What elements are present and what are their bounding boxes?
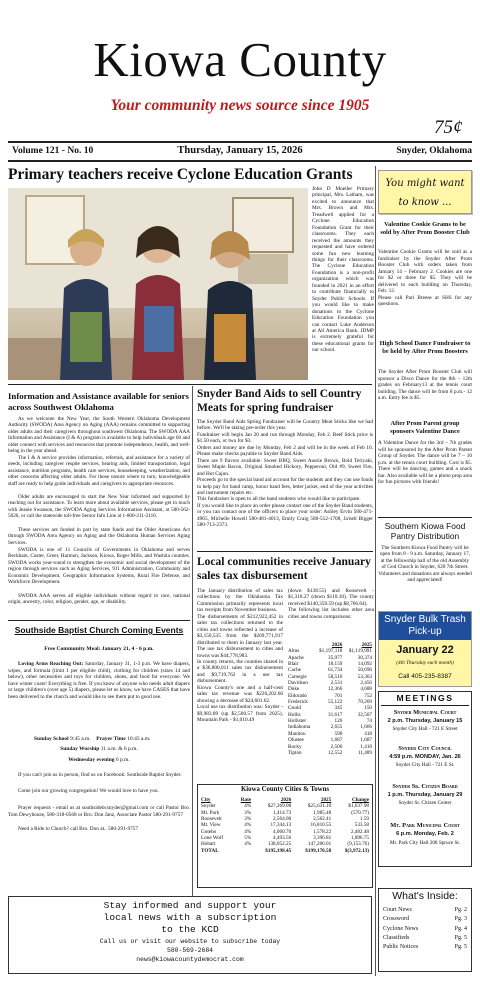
kiowa-table-cell: 2,562.41 <box>313 816 332 823</box>
kiowa-table-cell: 5% <box>244 835 252 842</box>
lead-bottom-rule <box>8 384 372 385</box>
kiowa-table-cell: 1,578.22 <box>313 828 332 835</box>
towns-row <box>286 744 374 750</box>
church-loving <box>8 661 190 729</box>
kiowa-table-cell: Mt. View <box>201 822 221 829</box>
towns-cell: Hollis <box>288 711 301 718</box>
schedule-time: 9:45 a.m. <box>70 736 91 742</box>
sidebar-headline-1: Valentine Cookie Grams to be sold by After Prom Booster Club <box>380 221 470 237</box>
towns-cell: Apache <box>288 654 304 661</box>
towns-cell: 32,507 <box>357 711 372 718</box>
kiowa-table-cell: $199,170.58 <box>305 847 332 854</box>
kiowa-table-cell: 138,052.25 <box>267 841 292 848</box>
kiowa-table-cell: 1,414.73 <box>273 809 292 816</box>
towns-cell: 70,269 <box>357 699 372 706</box>
towns-cell: 4,688 <box>360 686 372 693</box>
meeting-2-location: Snyder City Hall - 721 E St. <box>395 762 455 768</box>
want-to-know-title: You might want to know ... <box>385 178 465 208</box>
towns-cell: 35,977 <box>328 654 343 661</box>
church-headline: Southside Baptist Church Coming Events <box>14 625 184 635</box>
subscribe-line-2: local news with a subscription <box>103 912 277 923</box>
whats-inside-label: Crossword <box>383 916 410 923</box>
towns-cell: 12,366 <box>328 686 343 693</box>
subscribe-line-3: to the KCD <box>161 924 219 935</box>
kiowa-table-cell <box>234 848 253 854</box>
lead-headline: Primary teachers receive Cyclone Education Grants <box>8 166 353 183</box>
trash-date: January 22 <box>396 644 454 656</box>
whats-inside-page: Pg. 5 <box>454 944 467 951</box>
towns-row <box>286 737 374 743</box>
towns-cell: 345 <box>334 705 343 712</box>
meeting-2-title: Snyder City Council <box>398 745 452 752</box>
meeting-3-time: 1 p.m. Thursday, January 29 <box>387 792 463 798</box>
towns-cell: 752 <box>364 692 372 699</box>
kiowa-table-cell: (9,153.76) <box>347 841 369 848</box>
kiowa-table-cell: 17,344.13 <box>270 822 292 829</box>
volume: Volume 121 - No. 10 <box>12 146 94 156</box>
tax-col2: (down $138.55) and Roosevelt - $1,318.27 (down $110.10). The county received $140,359.59 (up $8,766.64). The following list includes other area cities and towns comparisons: <box>288 588 374 620</box>
towns-cell: Carnegie <box>288 673 307 680</box>
church-prayer: Prayer requests - email us at southsidebcsnyder@gmail.com or call Pastor Bro. Tom Dewyhouse, 580-318-0568 or Bro. Don Janz, Associate Pastor 580-291-9757 <box>8 805 190 818</box>
info-p2: The I & A service provides information, referrals, and assistance for a variety of needs, including caregiver respite services, hearing aids, limited transportation, legal assistance, nutrition programs, health care services, housekeeping, weatherization, and other concerns affecting older adults. For those unsure where to turn, knowledgeable staff are ready to help guide individuals and caregivers to appropriate resources. <box>8 455 190 487</box>
subscribe-line-4: Call us or visit our website to subscribe today <box>99 938 281 945</box>
lead-body: John D Moeller Primary principal, Mrs. Latham, was excited to announce that Mrs. Brown and Mrs. Treadwell applied for a Cyclone Education Foundation Grant for their classrooms. They each received the amounts they requested and have ordered some fun new learning things for their classrooms. The Cyclone Education Foundation is a non-profit organization which was founded in 2021 in an effort to contribute financially to Snyder Public Schools. If you would like to make donations to the Cyclone Education Foundation you can contact Luke Anderson at All America Bank. JDMP is extremely grateful for these educational grants for our school. <box>312 186 374 354</box>
masthead-rule-top <box>8 141 472 143</box>
towns-row <box>286 724 374 730</box>
kiowa-table-cell: 1,985.48 <box>313 809 332 816</box>
kiowa-table-cell: TOTAL <box>201 847 219 854</box>
issue-date: Thursday, January 15, 2026 <box>177 145 303 156</box>
kiowa-table-cell: $195,198.45 <box>265 847 292 854</box>
towns-cell: 2,456 <box>360 680 372 687</box>
meeting-3-title: Snyder Sr. Citizen Board <box>392 783 458 790</box>
meeting-3-location: Snyder Sr. Citizen Center <box>398 800 452 806</box>
church-free-meal: Free Community Meal: January 21, 4 - 6 p.m. <box>44 646 154 652</box>
whats-inside-table <box>382 906 468 953</box>
meeting-1-location: Snyder City Hall - 721 E Street <box>392 726 458 732</box>
masthead-title: Kiowa County <box>93 32 387 87</box>
church-schedule-2 <box>8 746 190 753</box>
towns-cell: Hollister <box>288 718 307 725</box>
towns-cell: 1,666 <box>360 724 372 731</box>
schedule-label: Prayer Time <box>96 736 126 742</box>
trash-call: Call 405-235-8387 <box>398 673 452 680</box>
subscribe-phone[interactable]: 580-569-2684 <box>166 947 214 954</box>
band-body: The Snyder Band Aids Spring Fundraiser will be Country Meat Sticks like we had before. We'll be taking pre-order this year. Fundraiser will begin Jan 20 and run through Monday, Feb 2. Beef Stick price is $1.50 each, or two for $3. Orders and money are due by Monday, Feb 2 and will be in the week of Feb 16. Please make checks payable to Snyder Band Aids. There are 9 flavors available: Sweet BBQ, Sweet Aussie Brown, Bold Teriyaki, Sweet Maple Bacon, Original Smoked Hickory, Pepperoni, Old #9, Sweet Fire, and Hot Cajun. Proceeds go to the special band aid account for the students and they can use funds to help pay for band camp, honor band fees, letter jacket, end of the year activities and instrument repairs etc. This fundraiser is open to all the band students who would like to participate. If you would like to place an order please contact one of the Snyder Band students, or you can contact one of the officers to place your order: Ashley Ervin 580-471-4965, Michelle Howell 580-481-4013, Emily Craig 580-512-1708, Ja'nell Bigger 580-713-2373. <box>197 419 373 529</box>
whats-inside-label: Classifieds <box>383 934 410 941</box>
towns-cell: 1,687 <box>330 737 343 744</box>
towns-head: 2025 <box>361 642 372 648</box>
kiowa-table <box>199 797 371 854</box>
whats-inside-page: Pg. 5 <box>454 934 467 941</box>
schedule-time: 10:45 a.m. <box>127 736 151 742</box>
towns-cell: Blair <box>288 661 299 668</box>
kiowa-table-cell: Lone Wolf <box>201 835 224 842</box>
subscribe-email[interactable]: news@kiowacountydemocrat.com <box>136 956 244 963</box>
towns-cell: 74 <box>366 718 372 725</box>
kiowa-table-cell: 4,060.70 <box>273 828 292 835</box>
towns-cell: Manitou <box>288 730 306 737</box>
kiowa-table-cell: 3% <box>244 816 252 823</box>
info-p6: SWODA AAA serves all eligible individuals without regard to race, national origin, ancestry, color, religion, gender, age, or disability. <box>8 593 190 606</box>
kiowa-table-row <box>199 848 371 854</box>
meeting-4-location: Mt. Park City Hall 208 Spruce St. <box>389 840 461 846</box>
church-top-rule <box>8 620 190 621</box>
towns-cell: 61,734 <box>328 667 343 674</box>
sidebar-body-1: Valentine Cookie Grams will be sold as a fundraiser by the Snyder After Prom Booster Club with orders taken from January 14 – February 2. Cookies are one for $2 or three for $5. They will be delivered to each building on Thursday, Feb. 12. Please call Pari Breese at SHS for any questions. <box>378 249 472 307</box>
towns-cell: 55,122 <box>328 699 343 706</box>
kiowa-table-cell: 2,482.48 <box>350 828 369 835</box>
center-column-rule <box>192 386 193 896</box>
towns-cell: 701 <box>334 692 343 699</box>
meeting-4-time: 6 p.m. Monday, Feb. 2 <box>396 831 454 837</box>
kiowa-table-head: City <box>201 797 211 803</box>
towns-cell: $1,119,991 <box>348 648 372 655</box>
info-p3: Older adults are encouraged to start the New Year informed and supported by reaching out for assistance. To learn more about available services, please get in touch with Jeanie Swanson, the SWODA Aging Services Information Assistant, at 580-562-5026, or call the statewide toll-free Senior Info Line at 1-800-211-2116. <box>8 494 190 520</box>
towns-cell: Eldorado <box>288 692 308 699</box>
kiowa-table-cell: $27,269.08 <box>267 803 292 810</box>
meeting-2-time: 4:59 p.m. MONDAY, Jan. 26 <box>389 754 461 760</box>
meeting-1-time: 2 p.m. Thursday, January 15 <box>387 718 463 724</box>
price: 75¢ <box>434 117 463 138</box>
masthead-slogan: Your community news source since 1905 <box>110 97 370 114</box>
kiowa-table-head: Change <box>351 797 369 803</box>
teachers-photo-illustration <box>8 188 308 380</box>
towns-cell: Duke <box>288 686 300 693</box>
whats-inside-list <box>382 906 468 953</box>
kiowa-table-cell: 4% <box>244 828 252 835</box>
whats-inside-title: What's Inside: <box>392 890 458 902</box>
towns-cell: Frederick <box>288 699 308 706</box>
kiowa-table-head: 2026 <box>280 797 292 803</box>
tax-top-rule <box>197 551 373 552</box>
church-invite: Come join our growing congregation! We would love to have you. <box>18 788 159 794</box>
church-facebook: If you can't join us in person, find us on Facebook: Southside Baptist Snyder. <box>18 772 182 778</box>
towns-cell: 150 <box>364 705 372 712</box>
towns-cell: 50,696 <box>357 667 372 674</box>
kiowa-table-cell: 1,096.75 <box>350 835 369 842</box>
whats-inside-label: Cyclone News <box>383 925 419 932</box>
kiowa-table-cell: 16,810.55 <box>310 822 332 829</box>
towns-cell: Altus <box>288 648 300 655</box>
schedule-time: 11 a.m. & 6 p.m. <box>100 746 138 752</box>
schedule-label: Sunday School <box>34 736 69 742</box>
pantry-title: Southern Kiowa Food Pantry Distribution <box>384 521 466 541</box>
towns-cell: 53,363 <box>357 673 372 680</box>
sidebar-headline-2: High School Dance Fundraiser to be held by After Prom Boosters <box>379 340 471 356</box>
towns-cell: 590 <box>334 730 343 737</box>
kiowa-table-cell: $1,637.98 <box>348 803 369 810</box>
kiowa-table-cell: 4% <box>244 841 252 848</box>
info-p4: These services are funded in part by state funds and the Older Americans Act through SWODA Area Agency on Aging and the Oklahoma Human Services Aging Services. <box>8 527 190 546</box>
towns-cell: 2,655 <box>330 724 343 731</box>
kiowa-table-cell: 3,396.81 <box>313 835 332 842</box>
church-schedule-1 <box>34 736 194 743</box>
meetings-title: MEETINGS <box>396 693 454 703</box>
sidebar-body-2: The Snyder After Prom Booster Club will sponsor a Disco Dance for the 8th – 12th grades on February13 at the tennis court building. The dance will be from 8 p.m.- 12 a.m. Entry fee is $5. <box>378 369 472 401</box>
kiowa-table-cell: 4% <box>244 822 252 829</box>
kiowa-table-cell: $25,631.10 <box>307 803 332 810</box>
trash-title: Snyder Bulk Trash Pick-up <box>384 614 466 637</box>
towns-cell: 2,506 <box>330 743 343 750</box>
tax-headline: Local communities receive January sales tax disbursement <box>197 556 371 582</box>
towns-cell: 418 <box>364 730 372 737</box>
church-loving-body: Saturday, January 31, 1-3 p.m. We have diapers, wipes, and formula (limit 1 per eligible child), clothing for children (sizes 14 and below), other necessities and toys for children, shoes, and food for everyone. We have winter coats! Everything is free. If you know of anyone who needs adult diapers or large children's (over age 5) diapers, please let us know, we have CASES that have been delivered to the church and would like to see them put to good use. <box>8 661 190 700</box>
towns-cell: Olustee <box>288 737 304 744</box>
church-schedule-3 <box>8 757 190 764</box>
towns-cell: $1,197,118 <box>319 648 343 655</box>
whats-inside-item[interactable] <box>382 925 468 934</box>
sidebar-column-rule <box>375 166 376 976</box>
towns-cell: 11,409 <box>357 749 372 756</box>
towns-row <box>286 686 374 692</box>
towns-row <box>286 648 374 654</box>
info-p5: SWODA is one of 11 Councils of Governments in Oklahoma and serves Beckham, Custer, Greer, Harmon, Jackson, Kiowa, Roger Mills, and Washita counties. SWODA works year-round to strengthen the economic and social development of the region through services such as Aging Services, 911 Administration, Community and Economic Development, Geographic Information Systems, Rural Fire Defense, and Workforce Development. <box>8 547 190 586</box>
trash-note: (4th Thursday each month) <box>396 660 454 666</box>
towns-cell: 14,092 <box>357 661 372 668</box>
whats-inside-label: Public Notices <box>383 944 419 951</box>
kiowa-table-cell: 1.59 <box>359 816 369 823</box>
info-headline: Information and Assistance available for seniors across Southwest Oklahoma <box>8 391 189 412</box>
towns-row <box>286 667 374 673</box>
kiowa-table-cell: 147,206.01 <box>307 841 332 848</box>
kiowa-table-cell: 2,564.00 <box>273 816 292 823</box>
towns-table <box>286 642 374 756</box>
kiowa-table-cell: 4,493.56 <box>273 835 292 842</box>
whats-inside-item[interactable] <box>382 915 468 924</box>
towns-cell: 58,516 <box>328 673 343 680</box>
towns-cell: Davidson <box>288 680 308 687</box>
whats-inside-item[interactable] <box>382 906 468 915</box>
towns-cell: 30,374 <box>357 654 372 661</box>
church-ride: Need a Ride to Church? call Bro. Don at.. 580-291-9757 <box>18 826 139 832</box>
towns-cell: 2,531 <box>330 680 343 687</box>
schedule-time: 6 p.m. <box>115 757 130 763</box>
whats-inside-item[interactable] <box>382 943 468 952</box>
kiowa-table-cell: 3% <box>244 809 252 816</box>
towns-head: 2026 <box>331 642 343 648</box>
towns-cell: Indiahoma <box>288 724 311 731</box>
towns-cell: Gould <box>288 705 301 712</box>
church-loving-title: Loving Arms Reaching Out: <box>18 661 84 667</box>
towns-cell: Tipton <box>288 749 302 756</box>
pantry-body: The Southern Kiowa Food Pantry will be open from 8 - 9 a.m. Saturday, January 17, at the fellowship hall of the old Assembly of God Church in Snyder, 620 7th Street. Volunteers and donations are always needed and appreciated! <box>378 545 472 584</box>
towns-cell: 126 <box>334 718 343 725</box>
lead-photo <box>8 188 308 380</box>
towns-cell: 31,617 <box>328 711 343 718</box>
towns-cell: 1,418 <box>360 743 372 750</box>
kiowa-table-cell: 4% <box>244 803 252 810</box>
meeting-1-title: Snyder Municipal Court <box>393 709 457 716</box>
sidebar-headline-3: After Prom Parent group sponsors Valentine Dance <box>390 420 460 436</box>
info-p1: As we welcome the New Year, the South Western Oklahoma Development Authority (SWODA) Area Agency on Aging (AAA) remains committed to supporting older adults and their caregivers throughout southwest Oklahoma. The SWODA AAA Information and Assistance (I & A) program is available to help individuals age 60 and older connect with services and resources that promote independence, health, and well-being in the year ahead. <box>8 416 190 455</box>
towns-cell: Cache <box>288 667 301 674</box>
kiowa-table-cell: $(3,972.13) <box>344 847 369 854</box>
subscribe-line-1: Stay informed and support your <box>103 900 277 911</box>
dateline-location: Snyder, Oklahoma <box>396 146 472 156</box>
whats-inside-page: Pg. 4 <box>454 925 467 932</box>
schedule-label: Sunday Worship <box>60 746 100 752</box>
whats-inside-item[interactable] <box>382 934 468 943</box>
kiowa-table-cell: Gotebo <box>201 828 217 835</box>
towns-cell: 1,687 <box>360 737 372 744</box>
band-headline: Snyder Band Aids to sell Country Meats for spring fundraiser <box>197 388 362 414</box>
whats-inside-label: Court News <box>383 907 412 913</box>
whats-inside-page: Pg. 3 <box>454 916 467 923</box>
whats-inside-page: Pg. 2 <box>454 907 467 913</box>
meeting-4-title: Mt. Park Municipal Court <box>390 822 460 829</box>
masthead-rule-bottom <box>8 160 472 162</box>
towns-cell: Rocky <box>288 743 302 750</box>
kiowa-table-cell: Mt. Park <box>201 809 220 816</box>
towns-cell: 18,159 <box>328 661 343 668</box>
towns-cell: 12,552 <box>328 749 343 756</box>
schedule-label: Wednesday evening <box>68 757 115 763</box>
kiowa-table-wrap <box>199 797 371 854</box>
towns-table-wrap <box>286 642 374 756</box>
sidebar-divider <box>378 517 472 518</box>
sidebar-body-3: A Valentine Dance for the 3rd – 7th grades will be sponsored by the After Prom Parent Group of Snyder. The dance will be 7 – 10 p.m. at the tennis court building. Cost is $5. There will be dancing, games and a snack bar. Also available will be a photo prop area for fun pictures with friends! <box>378 440 472 485</box>
kiowa-table-cell: 533.58 <box>354 822 369 829</box>
tax-col1: The January distribution of sales tax collections by the Oklahoma Tax Commission primarily represents local tax receipts from November business. The disbursements of $212,922,452 in sales tax collections returned to the cities and towns reflected a increase of $3,150,535 from the $209,771,917 distributed to them in January last year. The use tax disbursement to cities and towns was $44,778,983. In county returns, the counties shared in a $36,800,011 sales tax disbursement and $9,719,762 in a use tax disbursement. Kiowa County's one and a half-cent sales tax revenue was $226,202.60 showing a decrease of $24,601.62. Local use tax distribution was: Snyder - $9,983.89 (up $2,500.57 from 2025), Mountain Park - $1,010.49 <box>197 588 283 724</box>
meetings-rule <box>381 705 469 706</box>
kiowa-table-head: Rate <box>240 797 252 803</box>
kiowa-table-cell: (570.77) <box>351 809 369 816</box>
kiowa-table-head: 2025 <box>320 797 332 803</box>
kiowa-table-cell: Roosevelt <box>201 816 222 823</box>
towns-row <box>286 750 374 756</box>
kiowa-table-title: Kiowa County Cities & Towns <box>241 786 329 793</box>
kiowa-table-cell: Hobart <box>201 841 216 848</box>
kiowa-table-cell: Snyder <box>201 803 216 810</box>
